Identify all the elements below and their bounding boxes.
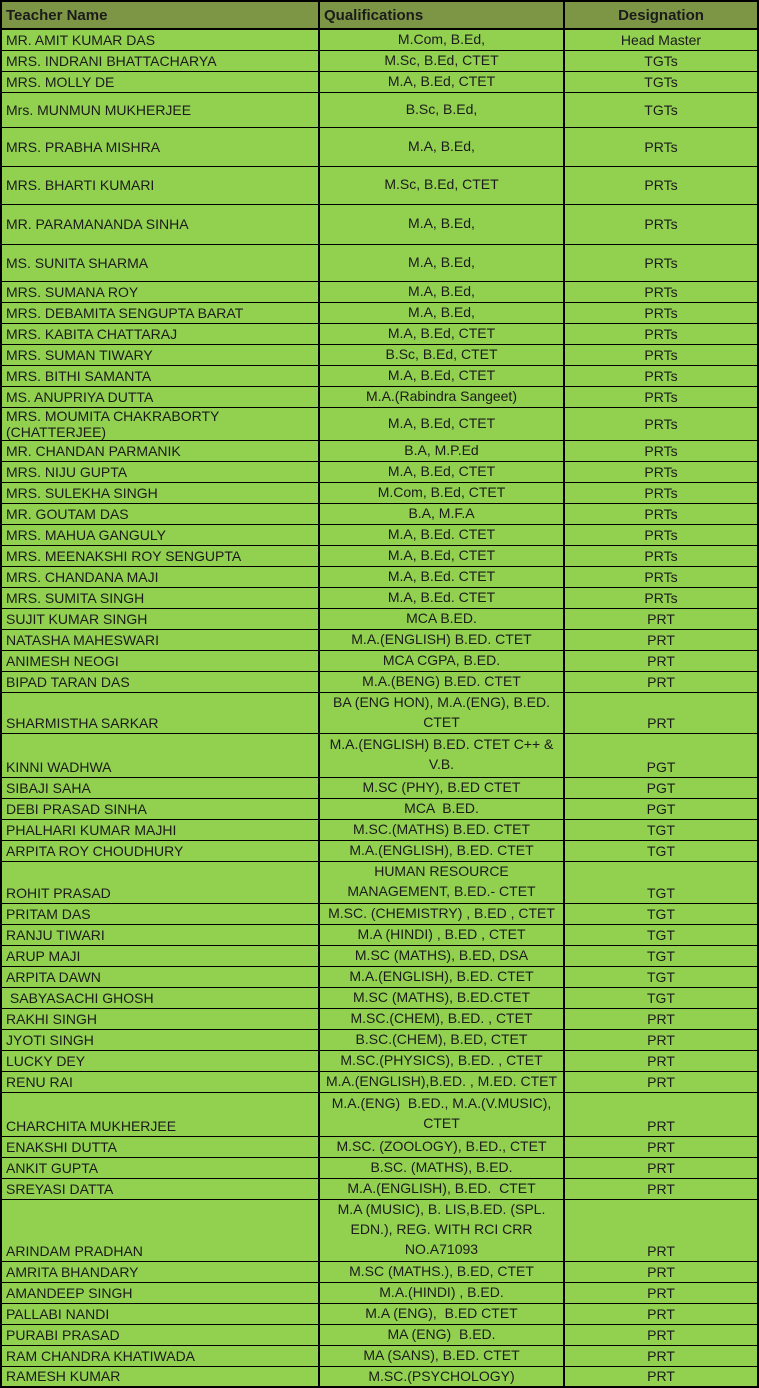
table-row bbox=[1, 924, 758, 945]
table-row bbox=[1, 524, 758, 545]
designation-cell: PRTs bbox=[564, 302, 758, 323]
table-row bbox=[1, 1303, 758, 1324]
teacher-name-cell: MRS. SULEKHA SINGH bbox=[1, 482, 319, 503]
designation-cell: TGT bbox=[564, 966, 758, 987]
qualifications-cell: M.SC. (ZOOLOGY), B.ED., CTET bbox=[319, 1136, 564, 1157]
table-row bbox=[1, 1008, 758, 1029]
qualifications-cell: M.A (ENG), B.ED CTET bbox=[319, 1303, 564, 1324]
qualifications-cell: M.A, B.Ed, bbox=[319, 244, 564, 281]
table-row bbox=[1, 861, 758, 903]
teacher-name-cell: MR. CHANDAN PARMANIK bbox=[1, 440, 319, 461]
designation-cell: PRTs bbox=[564, 524, 758, 545]
qualifications-cell: M.A.(ENG) B.ED., M.A.(V.MUSIC), CTET bbox=[319, 1092, 564, 1136]
qualifications-cell: M.A, B.Ed, CTET bbox=[319, 407, 564, 440]
qualifications-cell: M.SC (MATHS), B.ED, DSA bbox=[319, 945, 564, 966]
table-row bbox=[1, 819, 758, 840]
qualifications-cell: M.A, B.Ed, CTET bbox=[319, 71, 564, 92]
designation-cell: PRT bbox=[564, 608, 758, 629]
table-row bbox=[1, 50, 758, 71]
designation-cell: PRT bbox=[564, 1324, 758, 1345]
teacher-name-cell: MR. GOUTAM DAS bbox=[1, 503, 319, 524]
table-row bbox=[1, 386, 758, 407]
designation-cell: PRTs bbox=[564, 407, 758, 440]
teacher-name-cell: MR. PARAMANANDA SINHA bbox=[1, 204, 319, 244]
teacher-name-cell: ENAKSHI DUTTA bbox=[1, 1136, 319, 1157]
table-row bbox=[1, 777, 758, 798]
qualifications-cell: M.A (HINDI) , B.ED , CTET bbox=[319, 924, 564, 945]
teacher-name-cell: MRS. BHARTI KUMARI bbox=[1, 166, 319, 204]
qualifications-cell: B.A, M.P.Ed bbox=[319, 440, 564, 461]
designation-cell: TGT bbox=[564, 987, 758, 1008]
table-row bbox=[1, 840, 758, 861]
teacher-name-cell: PURABI PRASAD bbox=[1, 1324, 319, 1345]
table-row bbox=[1, 1366, 758, 1387]
teacher-name-cell: MR. AMIT KUMAR DAS bbox=[1, 29, 319, 50]
qualifications-cell: BA (ENG HON), M.A.(ENG), B.ED. CTET bbox=[319, 692, 564, 733]
designation-cell: PRTs bbox=[564, 461, 758, 482]
teacher-name-cell: MRS. MEENAKSHI ROY SENGUPTA bbox=[1, 545, 319, 566]
designation-cell: PGT bbox=[564, 777, 758, 798]
table-row bbox=[1, 1071, 758, 1092]
designation-cell: PRTs bbox=[564, 344, 758, 365]
teacher-name-cell: RAM CHANDRA KHATIWADA bbox=[1, 1345, 319, 1366]
table-row bbox=[1, 1178, 758, 1199]
teacher-name-cell: CHARCHITA MUKHERJEE bbox=[1, 1092, 319, 1136]
table-row bbox=[1, 302, 758, 323]
qualifications-cell: M.A.(HINDI) , B.ED. bbox=[319, 1282, 564, 1303]
teacher-name-cell: ARUP MAJI bbox=[1, 945, 319, 966]
designation-cell: TGTs bbox=[564, 71, 758, 92]
table-row bbox=[1, 903, 758, 924]
table-row bbox=[1, 987, 758, 1008]
table-row bbox=[1, 1324, 758, 1345]
table-row bbox=[1, 29, 758, 50]
qualifications-cell: M.A, B.Ed, CTET bbox=[319, 365, 564, 386]
teacher-name-cell: MS. SUNITA SHARMA bbox=[1, 244, 319, 281]
teacher-name-cell: ARPITA DAWN bbox=[1, 966, 319, 987]
table-row bbox=[1, 945, 758, 966]
qualifications-cell: M.SC.(CHEM), B.ED. , CTET bbox=[319, 1008, 564, 1029]
qualifications-cell: MCA CGPA, B.ED. bbox=[319, 650, 564, 671]
table-row bbox=[1, 166, 758, 204]
qualifications-cell: M.SC (MATHS), B.ED.CTET bbox=[319, 987, 564, 1008]
table-row bbox=[1, 566, 758, 587]
qualifications-cell: M.A, B.Ed, bbox=[319, 302, 564, 323]
designation-cell: PRT bbox=[564, 1261, 758, 1282]
qualifications-cell: M.A, B.Ed. CTET bbox=[319, 524, 564, 545]
table-row bbox=[1, 244, 758, 281]
teacher-name-cell: LUCKY DEY bbox=[1, 1050, 319, 1071]
designation-cell: PRT bbox=[564, 692, 758, 733]
qualifications-cell: HUMAN RESOURCE MANAGEMENT, B.ED.- CTET bbox=[319, 861, 564, 903]
table-row bbox=[1, 1261, 758, 1282]
qualifications-cell: M.SC (MATHS.), B.ED, CTET bbox=[319, 1261, 564, 1282]
qualifications-cell: MA (SANS), B.ED. CTET bbox=[319, 1345, 564, 1366]
qualifications-cell: MCA B.ED. bbox=[319, 798, 564, 819]
teacher-name-cell: SHARMISTHA SARKAR bbox=[1, 692, 319, 733]
designation-cell: PRT bbox=[564, 1029, 758, 1050]
designation-cell: TGT bbox=[564, 819, 758, 840]
teacher-name-cell: ROHIT PRASAD bbox=[1, 861, 319, 903]
table-row bbox=[1, 344, 758, 365]
table-row bbox=[1, 92, 758, 127]
table-row bbox=[1, 608, 758, 629]
table-row bbox=[1, 1050, 758, 1071]
designation-cell: PRTs bbox=[564, 482, 758, 503]
teacher-name-cell: Mrs. MUNMUN MUKHERJEE bbox=[1, 92, 319, 127]
table-row bbox=[1, 440, 758, 461]
designation-cell: PRTs bbox=[564, 386, 758, 407]
qualifications-cell: M.Sc, B.Ed, CTET bbox=[319, 50, 564, 71]
teacher-name-cell: MRS. KABITA CHATTARAJ bbox=[1, 323, 319, 344]
qualifications-cell: M.A.(ENGLISH), B.ED. CTET bbox=[319, 1178, 564, 1199]
teacher-name-cell: BIPAD TARAN DAS bbox=[1, 671, 319, 692]
qualifications-cell: M.A, B.Ed, CTET bbox=[319, 461, 564, 482]
table-row bbox=[1, 966, 758, 987]
table-row bbox=[1, 1157, 758, 1178]
designation-cell: TGT bbox=[564, 945, 758, 966]
teacher-name-cell: ARPITA ROY CHOUDHURY bbox=[1, 840, 319, 861]
designation-cell: PRTs bbox=[564, 365, 758, 386]
table-row bbox=[1, 798, 758, 819]
teacher-name-cell: SABYASACHI GHOSH bbox=[1, 987, 319, 1008]
designation-cell: PRT bbox=[564, 629, 758, 650]
qualifications-cell: M.A.(ENGLISH) B.ED. CTET C++ & V.B. bbox=[319, 733, 564, 777]
teacher-name-cell: SREYASI DATTA bbox=[1, 1178, 319, 1199]
designation-cell: PRT bbox=[564, 650, 758, 671]
qualifications-cell: M.A.(ENGLISH),B.ED. , M.ED. CTET bbox=[319, 1071, 564, 1092]
qualifications-cell: M.A (MUSIC), B. LIS,B.ED. (SPL. EDN.), REG. WITH RCI CRR NO.A71093 bbox=[319, 1199, 564, 1261]
teacher-name-cell: ANIMESH NEOGI bbox=[1, 650, 319, 671]
qualifications-cell: B.SC.(CHEM), B.ED, CTET bbox=[319, 1029, 564, 1050]
table-row bbox=[1, 1345, 758, 1366]
teacher-name-cell: RANJU TIWARI bbox=[1, 924, 319, 945]
table-body bbox=[1, 29, 758, 1387]
teacher-name-cell: JYOTI SINGH bbox=[1, 1029, 319, 1050]
designation-cell: PRT bbox=[564, 1178, 758, 1199]
teacher-name-cell: RAMESH KUMAR bbox=[1, 1366, 319, 1387]
column-header-teacher-name: Teacher Name bbox=[1, 1, 319, 29]
table-row bbox=[1, 482, 758, 503]
designation-cell: PRT bbox=[564, 1071, 758, 1092]
column-header-designation: Designation bbox=[564, 1, 758, 29]
qualifications-cell: M.SC. (CHEMISTRY) , B.ED , CTET bbox=[319, 903, 564, 924]
table-row bbox=[1, 733, 758, 777]
qualifications-cell: MCA B.ED. bbox=[319, 608, 564, 629]
designation-cell: PRT bbox=[564, 1282, 758, 1303]
teacher-name-cell: RENU RAI bbox=[1, 1071, 319, 1092]
qualifications-cell: M.A.(ENGLISH), B.ED. CTET bbox=[319, 966, 564, 987]
qualifications-cell: M.A, B.Ed. CTET bbox=[319, 566, 564, 587]
table-row bbox=[1, 204, 758, 244]
table-row bbox=[1, 671, 758, 692]
qualifications-cell: M.A.(ENGLISH), B.ED. CTET bbox=[319, 840, 564, 861]
teacher-name-cell: ARINDAM PRADHAN bbox=[1, 1199, 319, 1261]
designation-cell: PRT bbox=[564, 1092, 758, 1136]
qualifications-cell: M.Sc, B.Ed, CTET bbox=[319, 166, 564, 204]
table-row bbox=[1, 650, 758, 671]
table-row bbox=[1, 692, 758, 733]
teacher-name-cell: MRS. CHANDANA MAJI bbox=[1, 566, 319, 587]
teacher-name-cell: MS. ANUPRIYA DUTTA bbox=[1, 386, 319, 407]
teacher-name-cell: MRS. SUMAN TIWARY bbox=[1, 344, 319, 365]
designation-cell: TGTs bbox=[564, 92, 758, 127]
qualifications-cell: M.Com, B.Ed, CTET bbox=[319, 482, 564, 503]
teacher-name-cell: SIBAJI SAHA bbox=[1, 777, 319, 798]
qualifications-cell: B.SC. (MATHS), B.ED. bbox=[319, 1157, 564, 1178]
qualifications-cell: M.SC.(PSYCHOLOGY) bbox=[319, 1366, 564, 1387]
designation-cell: PRTs bbox=[564, 587, 758, 608]
table-row bbox=[1, 503, 758, 524]
designation-cell: PGT bbox=[564, 798, 758, 819]
teacher-name-cell: MRS. SUMANA ROY bbox=[1, 281, 319, 302]
qualifications-cell: M.SC.(PHYSICS), B.ED. , CTET bbox=[319, 1050, 564, 1071]
table-row bbox=[1, 545, 758, 566]
designation-cell: TGT bbox=[564, 840, 758, 861]
designation-cell: PRT bbox=[564, 1366, 758, 1387]
qualifications-cell: M.A.(ENGLISH) B.ED. CTET bbox=[319, 629, 564, 650]
designation-cell: PRTs bbox=[564, 566, 758, 587]
designation-cell: TGT bbox=[564, 903, 758, 924]
table-row bbox=[1, 629, 758, 650]
teacher-name-cell: MRS. MAHUA GANGULY bbox=[1, 524, 319, 545]
table-row bbox=[1, 461, 758, 482]
teacher-name-cell: NATASHA MAHESWARI bbox=[1, 629, 319, 650]
qualifications-cell: M.A, B.Ed, bbox=[319, 281, 564, 302]
qualifications-cell: M.SC.(MATHS) B.ED. CTET bbox=[319, 819, 564, 840]
designation-cell: PRTs bbox=[564, 545, 758, 566]
designation-cell: PRT bbox=[564, 1136, 758, 1157]
qualifications-cell: M.A, B.Ed, bbox=[319, 127, 564, 166]
teacher-name-cell: KINNI WADHWA bbox=[1, 733, 319, 777]
teacher-name-cell: ANKIT GUPTA bbox=[1, 1157, 319, 1178]
teacher-name-cell: DEBI PRASAD SINHA bbox=[1, 798, 319, 819]
qualifications-cell: M.A, B.Ed, bbox=[319, 204, 564, 244]
table-row bbox=[1, 281, 758, 302]
teacher-name-cell: MRS. BITHI SAMANTA bbox=[1, 365, 319, 386]
designation-cell: PRTs bbox=[564, 127, 758, 166]
designation-cell: PRTs bbox=[564, 323, 758, 344]
column-header-qualifications: Qualifications bbox=[319, 1, 564, 29]
teacher-name-cell: PRITAM DAS bbox=[1, 903, 319, 924]
teacher-name-cell: MRS. MOUMITA CHAKRABORTY (CHATTERJEE) bbox=[1, 407, 319, 440]
designation-cell: PRTs bbox=[564, 204, 758, 244]
teacher-name-cell: MRS. MOLLY DE bbox=[1, 71, 319, 92]
designation-cell: PRTs bbox=[564, 281, 758, 302]
designation-cell: PGT bbox=[564, 733, 758, 777]
qualifications-cell: M.A, B.Ed. CTET bbox=[319, 587, 564, 608]
designation-cell: TGTs bbox=[564, 50, 758, 71]
designation-cell: TGT bbox=[564, 924, 758, 945]
table-row bbox=[1, 1199, 758, 1261]
qualifications-cell: M.A.(Rabindra Sangeet) bbox=[319, 386, 564, 407]
table-row bbox=[1, 127, 758, 166]
table-row bbox=[1, 1092, 758, 1136]
teacher-name-cell: PHALHARI KUMAR MAJHI bbox=[1, 819, 319, 840]
designation-cell: PRTs bbox=[564, 440, 758, 461]
table-row bbox=[1, 323, 758, 344]
designation-cell: PRT bbox=[564, 1345, 758, 1366]
qualifications-cell: B.A, M.F.A bbox=[319, 503, 564, 524]
designation-cell: PRT bbox=[564, 1303, 758, 1324]
qualifications-cell: MA (ENG) B.ED. bbox=[319, 1324, 564, 1345]
designation-cell: PRTs bbox=[564, 166, 758, 204]
qualifications-cell: M.A.(BENG) B.ED. CTET bbox=[319, 671, 564, 692]
teacher-name-cell: MRS. INDRANI BHATTACHARYA bbox=[1, 50, 319, 71]
designation-cell: Head Master bbox=[564, 29, 758, 50]
teacher-name-cell: MRS. SUMITA SINGH bbox=[1, 587, 319, 608]
teacher-name-cell: MRS. PRABHA MISHRA bbox=[1, 127, 319, 166]
table-row bbox=[1, 407, 758, 440]
teacher-name-cell: MRS. NIJU GUPTA bbox=[1, 461, 319, 482]
designation-cell: PRT bbox=[564, 1199, 758, 1261]
header-row bbox=[1, 1, 758, 29]
designation-cell: TGT bbox=[564, 861, 758, 903]
qualifications-cell: M.SC (PHY), B.ED CTET bbox=[319, 777, 564, 798]
table-row bbox=[1, 1282, 758, 1303]
table-row bbox=[1, 71, 758, 92]
teacher-name-cell: PALLABI NANDI bbox=[1, 1303, 319, 1324]
teacher-name-cell: RAKHI SINGH bbox=[1, 1008, 319, 1029]
table-row bbox=[1, 365, 758, 386]
designation-cell: PRT bbox=[564, 1157, 758, 1178]
teacher-name-cell: MRS. DEBAMITA SENGUPTA BARAT bbox=[1, 302, 319, 323]
teacher-name-cell: AMANDEEP SINGH bbox=[1, 1282, 319, 1303]
designation-cell: PRT bbox=[564, 671, 758, 692]
designation-cell: PRTs bbox=[564, 244, 758, 281]
table-row bbox=[1, 1136, 758, 1157]
qualifications-cell: M.A, B.Ed, CTET bbox=[319, 323, 564, 344]
table-row bbox=[1, 1029, 758, 1050]
qualifications-cell: M.A, B.Ed, CTET bbox=[319, 545, 564, 566]
qualifications-cell: B.Sc, B.Ed, CTET bbox=[319, 344, 564, 365]
designation-cell: PRT bbox=[564, 1008, 758, 1029]
table-row bbox=[1, 587, 758, 608]
designation-cell: PRTs bbox=[564, 503, 758, 524]
teacher-name-cell: AMRITA BHANDARY bbox=[1, 1261, 319, 1282]
teacher-name-cell: SUJIT KUMAR SINGH bbox=[1, 608, 319, 629]
qualifications-cell: M.Com, B.Ed, bbox=[319, 29, 564, 50]
designation-cell: PRT bbox=[564, 1050, 758, 1071]
qualifications-cell: B.Sc, B.Ed, bbox=[319, 92, 564, 127]
